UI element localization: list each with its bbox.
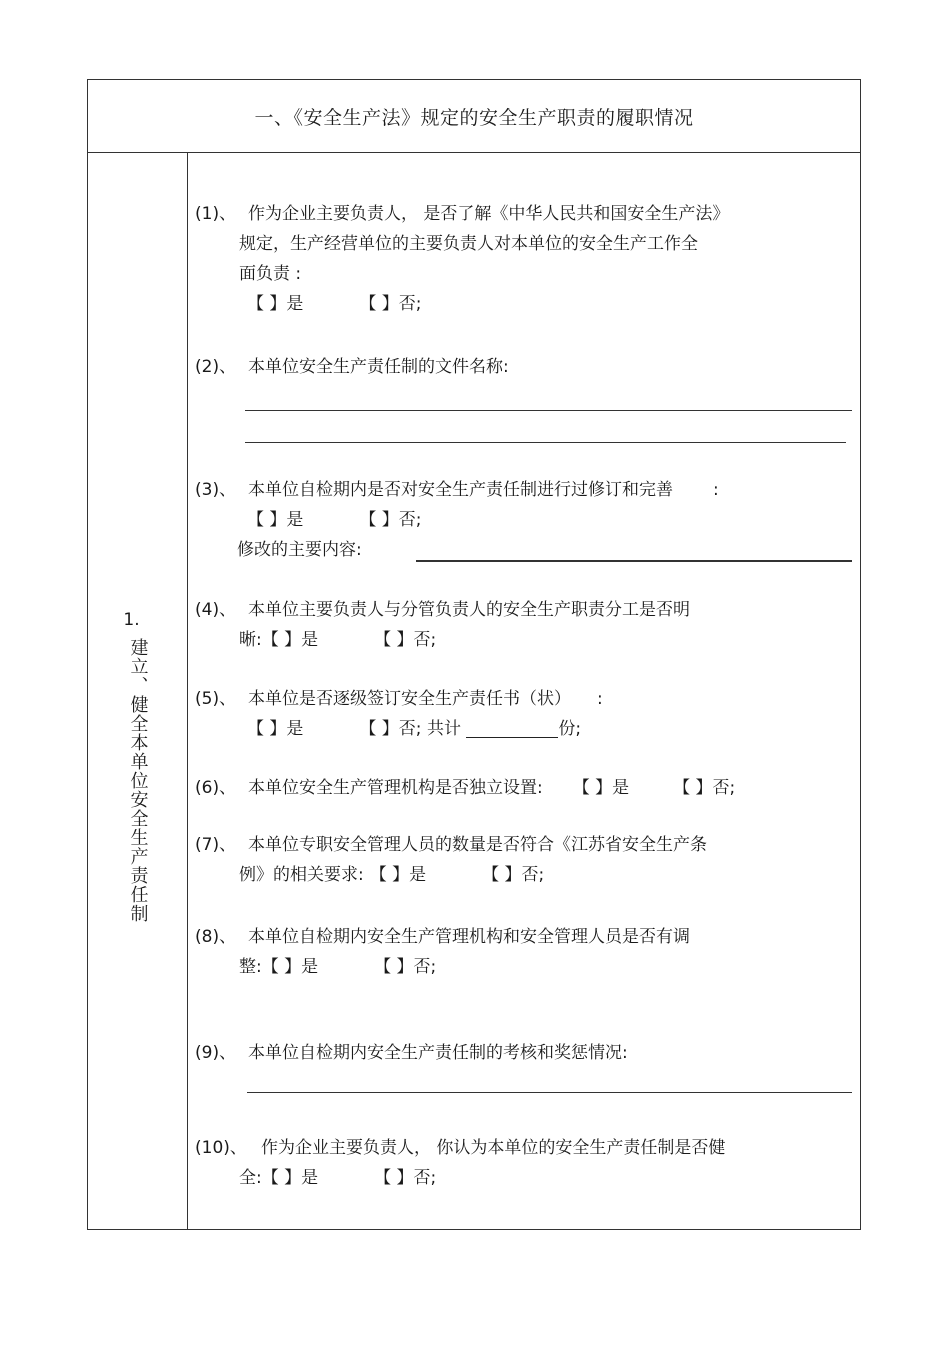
- answer-line[interactable]: [245, 410, 852, 411]
- question-text: 本单位安全生产责任制的文件名称:: [248, 357, 509, 377]
- answer-row: [195, 860, 707, 890]
- yes-checkbox[interactable]: 【 】是: [369, 865, 427, 885]
- question-10: [195, 1133, 725, 1193]
- answer-row: [195, 952, 690, 982]
- question-text: 本单位自检期内是否对安全生产责任制进行过修订和完善: [248, 480, 673, 500]
- question-text-cont: 全:: [239, 1168, 262, 1188]
- question-9: [195, 1038, 628, 1068]
- question-text-cont: 例》的相关要求:: [239, 865, 364, 885]
- yes-checkbox[interactable]: 【 】是: [261, 957, 319, 977]
- question-text: 本单位自检期内安全生产责任制的考核和奖惩情况:: [248, 1043, 628, 1063]
- no-checkbox[interactable]: 【 】否;: [374, 1168, 437, 1188]
- yes-checkbox[interactable]: 【 】是: [261, 1168, 319, 1188]
- question-8: [195, 922, 690, 982]
- question-text-cont: 规定，生产经营单位的主要负责人对本单位的安全生产工作全: [239, 234, 698, 254]
- question-text: 本单位自检期内安全生产管理机构和安全管理人员是否有调: [248, 927, 690, 947]
- question-7: [195, 830, 707, 890]
- question-number: (4)、: [195, 600, 237, 620]
- no-checkbox[interactable]: 【 】否;: [359, 294, 422, 314]
- answer-line[interactable]: [245, 442, 846, 443]
- question-text: 本单位是否逐级签订安全生产责任书（状）: [248, 689, 571, 709]
- yes-checkbox[interactable]: 【 】是: [247, 510, 304, 530]
- answer-row: [195, 289, 729, 319]
- question-colon: :: [713, 480, 719, 500]
- yes-checkbox[interactable]: 【 】是: [572, 778, 630, 798]
- question-colon: :: [597, 689, 603, 709]
- no-checkbox[interactable]: 【 】否;: [359, 719, 422, 739]
- question-number: (8)、: [195, 927, 237, 947]
- no-checkbox[interactable]: 【 】否;: [374, 630, 437, 650]
- question-text: 本单位安全生产管理机构是否独立设置:: [248, 778, 543, 798]
- answer-row: [195, 1163, 725, 1193]
- question-number: (9)、: [195, 1043, 237, 1063]
- question-5: [195, 684, 603, 744]
- question-number: (1)、: [195, 204, 237, 224]
- copies-count-field[interactable]: [466, 717, 558, 738]
- question-number: (2)、: [195, 357, 237, 377]
- question-number: (7)、: [195, 835, 237, 855]
- row-label: [88, 610, 187, 928]
- yes-checkbox[interactable]: 【 】是: [247, 294, 304, 314]
- question-3: [195, 475, 719, 565]
- modification-label: 修改的主要内容:: [237, 540, 362, 560]
- question-number: (6)、: [195, 778, 237, 798]
- no-checkbox[interactable]: 【 】否;: [482, 865, 545, 885]
- no-checkbox[interactable]: 【 】否;: [359, 510, 422, 530]
- answer-row: [195, 714, 603, 744]
- question-6: [195, 773, 735, 803]
- answer-line[interactable]: [247, 1092, 852, 1093]
- section-header-title: 一、《安全生产法》规定的安全生产职责的履职情况: [254, 106, 694, 129]
- question-text-cont: 晰:: [239, 630, 262, 650]
- copies-unit: 份;: [558, 719, 582, 739]
- modification-answer-line[interactable]: [416, 560, 852, 562]
- total-label: 共计: [426, 719, 461, 739]
- question-number: (3)、: [195, 480, 237, 500]
- question-4: [195, 595, 690, 655]
- question-text: 作为企业主要负责人， 是否了解《中华人民共和国安全生产法》: [248, 204, 730, 224]
- question-text-cont: 面负责 :: [239, 264, 302, 284]
- question-1: [195, 199, 729, 319]
- question-text: 本单位主要负责人与分管负责人的安全生产职责分工是否明: [248, 600, 690, 620]
- row-label-title: 建立、健全本单位安全生产责任制: [127, 638, 149, 923]
- answer-row: [195, 625, 690, 655]
- question-text: 作为企业主要负责人， 你认为本单位的安全生产责任制是否健: [261, 1138, 726, 1158]
- question-text: 本单位专职安全管理人员的数量是否符合《江苏省安全生产条: [248, 835, 707, 855]
- question-number: (5)、: [195, 689, 237, 709]
- answer-row: [195, 505, 719, 535]
- question-number: (10)、: [195, 1138, 247, 1158]
- yes-checkbox[interactable]: 【 】是: [247, 719, 304, 739]
- question-2: [195, 352, 509, 382]
- question-text-cont: 整:: [239, 957, 262, 977]
- yes-checkbox[interactable]: 【 】是: [261, 630, 319, 650]
- row-label-number: 1.: [123, 610, 140, 630]
- header-divider: [88, 152, 860, 153]
- no-checkbox[interactable]: 【 】否;: [673, 778, 736, 798]
- no-checkbox[interactable]: 【 】否;: [374, 957, 437, 977]
- column-divider: [187, 152, 188, 1229]
